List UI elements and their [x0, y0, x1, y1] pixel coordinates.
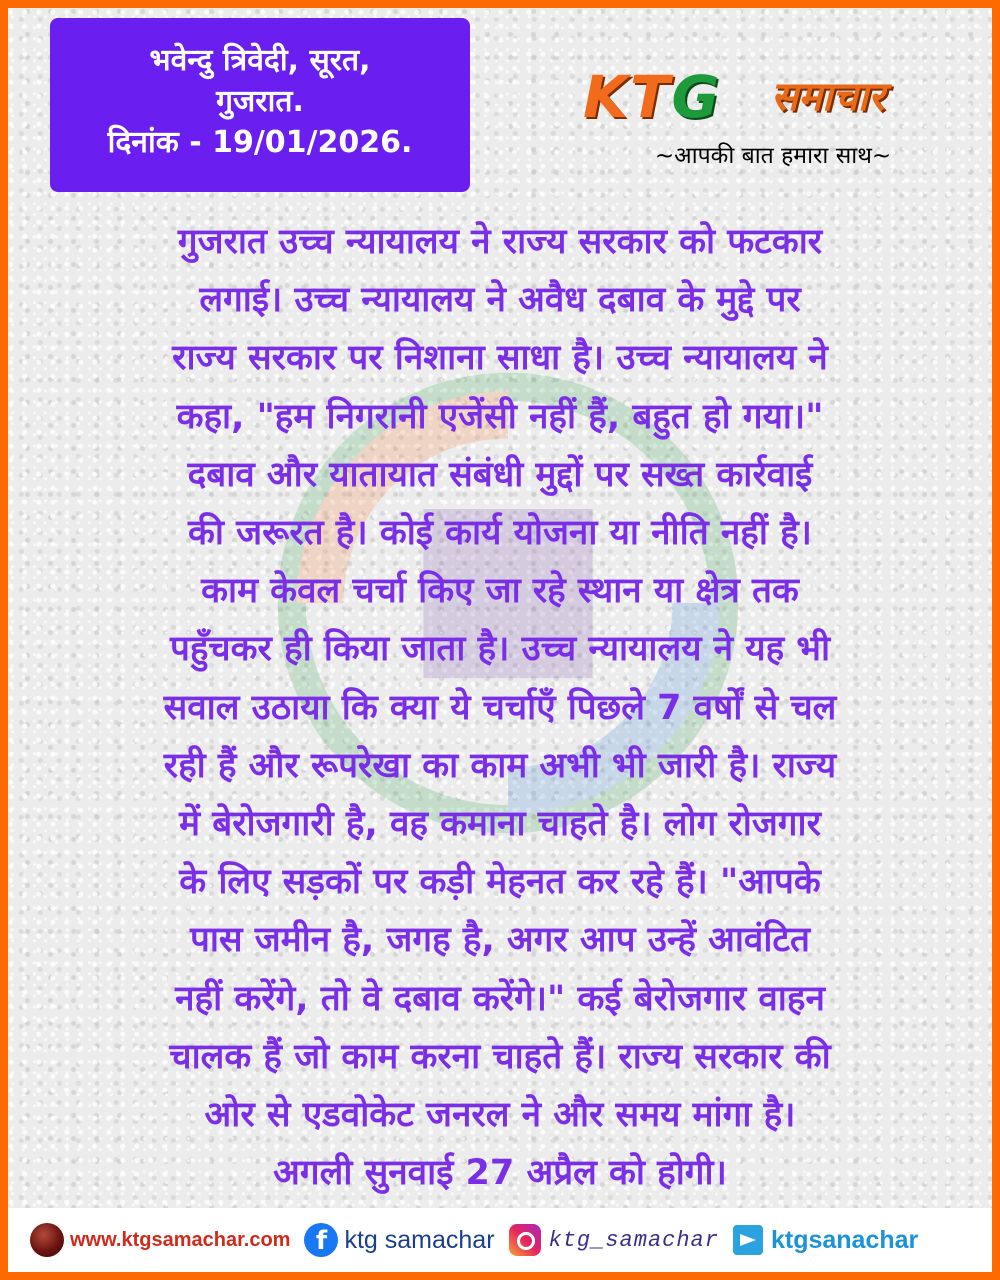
byline-reporter: भवेन्दु त्रिवेदी, सूरत, — [149, 43, 371, 78]
logo-ktg-text: KTG — [583, 63, 722, 131]
facebook-link[interactable] — [304, 1223, 494, 1257]
article-line: पास जमीन है, जगह है, अगर आप उन्हें आवंटित — [189, 920, 811, 961]
logo-samachar-text: समाचार — [771, 74, 885, 120]
article-line: सवाल उठाया कि क्या ये चर्चाएँ पिछले 7 वर्षों से चल — [163, 687, 837, 728]
telegram-link[interactable] — [733, 1225, 918, 1255]
instagram-icon — [509, 1224, 541, 1256]
article-line: रही हैं और रूपरेखा का काम अभी भी जारी है। राज्य — [163, 745, 837, 786]
instagram-text: ktg_samachar — [548, 1227, 719, 1253]
article-body — [28, 213, 972, 1202]
ktg-samachar-logo — [583, 63, 953, 133]
facebook-icon: f — [304, 1223, 338, 1257]
article-line: राज्य सरकार पर निशाना साधा है। उच्च न्यायालय ने — [172, 338, 828, 379]
article-line: काम केवल चर्चा किए जा रहे स्थान या क्षेत्र तक — [201, 571, 799, 612]
facebook-text: ktg samachar — [344, 1225, 495, 1254]
website-text: www.ktgsamachar.com — [70, 1228, 291, 1251]
byline-box — [50, 18, 470, 192]
article-line: चालक हैं जो काम करना चाहते हैं। राज्य सरकार की — [169, 1036, 831, 1077]
article-line: अगली सुनवाई 27 अप्रैल को होगी। — [273, 1153, 727, 1194]
article-line: नहीं करेंगे, तो वे दबाव करेंगे।" कई बेरोजगार वाहन — [175, 978, 825, 1019]
website-link[interactable] — [30, 1223, 290, 1257]
article-line: गुजरात उच्च न्यायालय ने राज्य सरकार को फटकार — [177, 222, 823, 262]
byline-state: गुजरात. — [216, 84, 304, 119]
telegram-text: ktgsanachar — [770, 1225, 919, 1254]
article-line: ओर से एडवोकेट जनरल ने और समय मांगा है। — [204, 1095, 796, 1136]
byline-date: दिनांक - 19/01/2026. — [107, 125, 413, 160]
social-footer — [8, 1208, 992, 1272]
article-line: लगाई। उच्च न्यायालय ने अवैध दबाव के मुद्दे पर — [199, 280, 801, 321]
globe-icon — [30, 1223, 64, 1257]
article-line: के लिए सड़कों पर कड़ी मेहनत कर रहे हैं। "आपके — [179, 862, 821, 903]
article-line: में बेरोजगारी है, वह कमाना चाहते है। लोग रोजगार — [179, 804, 821, 845]
brand-tagline: ~आपकी बात हमारा साथ~ — [654, 143, 892, 169]
article-line: दबाव और यातायात संबंधी मुद्दों पर सख्त कार्रवाई — [187, 454, 813, 495]
instagram-link[interactable] — [509, 1224, 719, 1256]
article-line: पहुँचकर ही किया जाता है। उच्च न्यायालय ने यह भी — [169, 629, 831, 670]
article-line: कहा, "हम निगरानी एजेंसी नहीं हैं, बहुत हो गया।" — [176, 396, 824, 437]
article-line: की जरूरत है। कोई कार्य योजना या नीति नहीं है। — [188, 513, 812, 554]
poster-frame — [8, 8, 992, 1272]
telegram-icon — [733, 1225, 763, 1255]
